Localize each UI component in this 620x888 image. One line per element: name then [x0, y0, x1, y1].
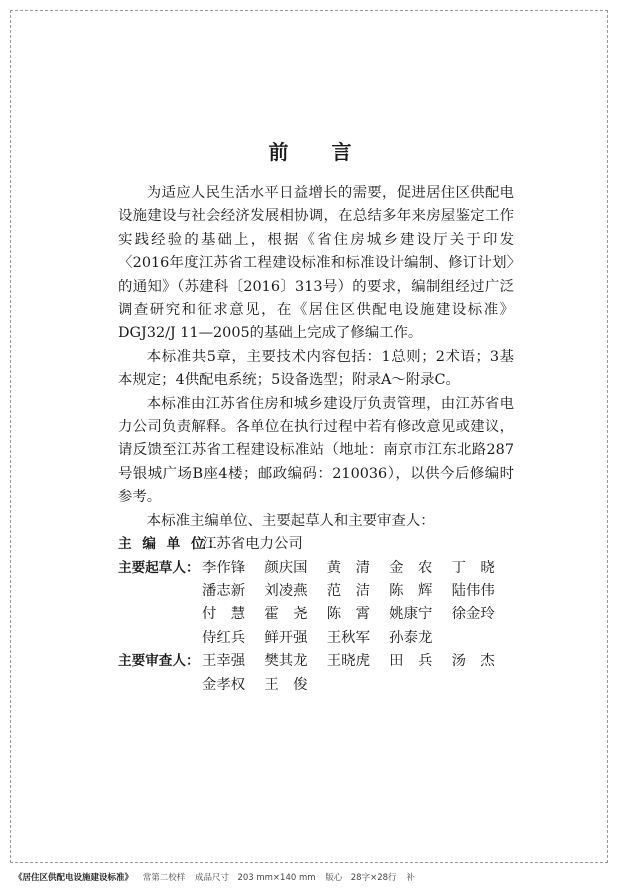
reviewer-name: 樊其龙 [264, 653, 308, 670]
drafter-name: 徐金玲 [451, 606, 495, 623]
footer-extra: 补 [406, 873, 415, 883]
drafter-name: 颜庆国 [264, 559, 308, 576]
footer-book-title: 《居住区供配电设施建设标准》 [14, 873, 134, 883]
drafter-name: 李作锋 [202, 559, 246, 576]
drafter-name: 丁 晓 [451, 559, 495, 576]
drafter-name: 潘志新 [202, 582, 246, 599]
reviewer-name: 田 兵 [389, 653, 433, 670]
drafter-name: 侍红兵 [202, 629, 246, 646]
drafter-name: 鲜开强 [264, 629, 308, 646]
paragraph-intro: 为适应人民生活水平日益增长的需要，促进居住区供配电设施建设与社会经济发展相协调，在总结多年来房屋鉴定工作实践经验的基础上，根据《省住房城乡建设厅关于印发〈2016年度江苏省工程建设标准和标准设计编制、修订计划〉的通知》（苏建科〔2016〕313号）的要求，编制组经过广泛调查研究和征求意见，在《居住区供配电设施建设标准》DGJ32/J 11—2005的基础上完成了修编工作。 [118, 185, 514, 342]
chief-unit-label: 主 编 单 位： [118, 536, 225, 553]
reviewers-row [118, 650, 514, 697]
drafter-name: 陆伟伟 [451, 582, 495, 599]
drafter-name: 刘凌燕 [264, 582, 308, 599]
footer-core: 版心 28字×28行 [325, 873, 397, 883]
chief-unit-row [118, 533, 514, 556]
reviewer-name: 金孝权 [202, 676, 246, 693]
footer-size: 成品尺寸 203 mm×140 mm [194, 873, 316, 883]
reviewer-name: 王晓虎 [326, 653, 370, 670]
paragraph-management: 本标准由江苏省住房和城乡建设厅负责管理，由江苏省电力公司负责解释。各单位在执行过程中若有修改意见或建议，请反馈至江苏省工程建设标准站（地址：南京市江东北路287号银城广场B座4楼；邮政编码：210036），以供今后修编时参考。 [118, 395, 514, 506]
reviewers-label: 主要审查人： [118, 653, 200, 670]
drafter-name: 范 洁 [326, 582, 370, 599]
proof-footer [14, 871, 614, 883]
drafter-name: 陈 霄 [326, 606, 370, 623]
drafters-row [118, 557, 514, 651]
paragraph-credits-intro: 本标准主编单位、主要起草人和主要审查人： [146, 512, 435, 529]
reviewer-name: 王幸强 [202, 653, 246, 670]
drafter-name: 金 农 [389, 559, 433, 576]
drafter-name: 霍 尧 [264, 606, 308, 623]
reviewer-name: 王 俊 [264, 676, 308, 693]
drafter-name: 王秋军 [326, 629, 370, 646]
drafters-names [202, 557, 514, 651]
drafter-name: 姚康宁 [389, 606, 433, 623]
reviewer-name: 汤 杰 [451, 653, 495, 670]
drafter-name: 陈 辉 [389, 582, 433, 599]
chief-unit-value: 江苏省电力公司 [202, 536, 303, 553]
preface-body [118, 182, 514, 697]
page-title: 前 言 [268, 140, 370, 164]
drafter-name: 黄 清 [326, 559, 370, 576]
paragraph-chapters: 本标准共5章，主要技术内容包括：1总则；2术语；3基本规定；4供配电系统；5设备选型；附录A～附录C。 [118, 348, 514, 389]
drafter-name: 孙泰龙 [389, 629, 433, 646]
drafters-label: 主要起草人： [118, 559, 200, 576]
reviewers-names [202, 650, 514, 697]
footer-proof: 常第二校样 [142, 873, 186, 883]
drafter-name: 付 慧 [202, 606, 246, 623]
